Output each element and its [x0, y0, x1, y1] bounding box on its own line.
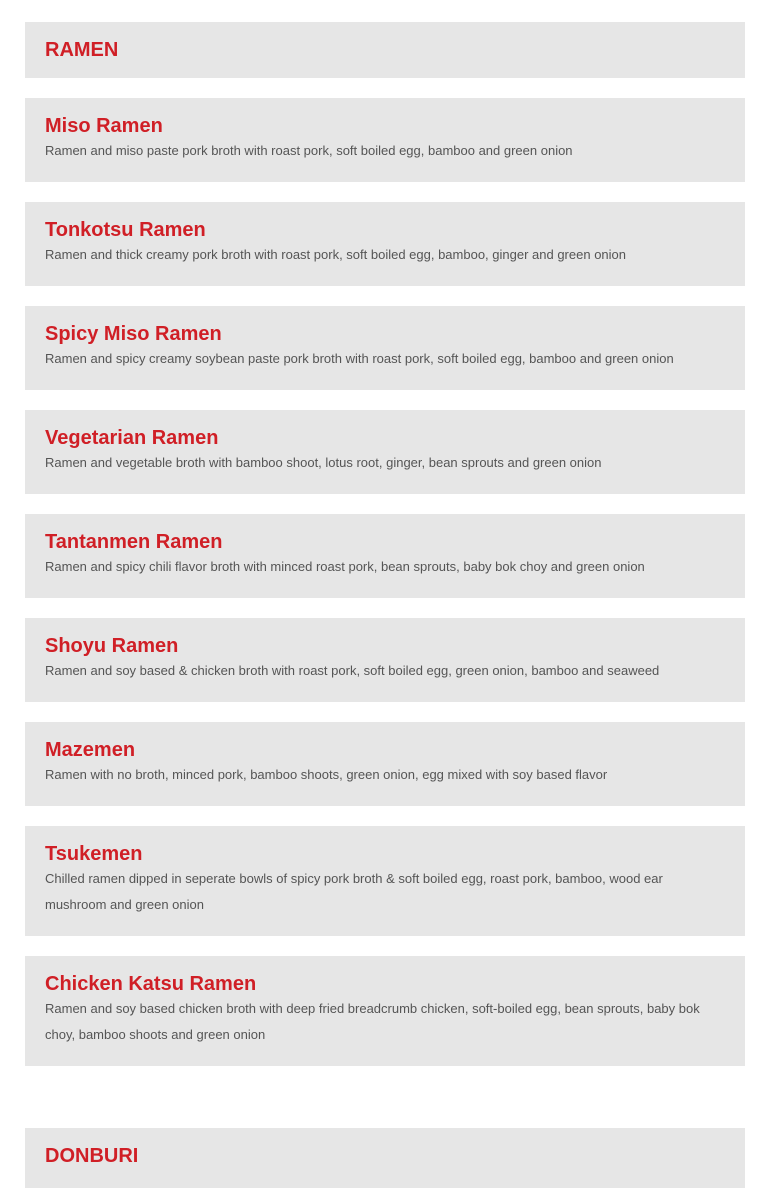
menu-item-description: Ramen and soy based & chicken broth with roast pork, soft boiled egg, green onion, bamboo and seaweed: [45, 663, 660, 678]
menu-item: [25, 514, 745, 598]
menu-item: [25, 410, 745, 494]
menu-item-name: Mazemen: [45, 739, 136, 761]
menu-item: [25, 618, 745, 702]
menu-item: [25, 202, 745, 286]
menu-item-name: Spicy Miso Ramen: [45, 323, 222, 345]
menu-item: [25, 98, 745, 182]
menu-item-name: Vegetarian Ramen: [45, 427, 219, 449]
menu-item-name: Tantanmen Ramen: [45, 531, 223, 553]
menu-item-name: Shoyu Ramen: [45, 635, 179, 657]
menu-item-description: Ramen and miso paste pork broth with roast pork, soft boiled egg, bamboo and green onion: [45, 143, 573, 158]
menu-item-name: Miso Ramen: [45, 115, 163, 137]
menu-item: [25, 306, 745, 390]
menu-item-description: Ramen and spicy creamy soybean paste pork broth with roast pork, soft boiled egg, bamboo and green onion: [45, 351, 674, 366]
menu-item-description: Ramen and soy based chicken broth with deep fried breadcrumb chicken, soft-boiled egg, bean sprouts, baby bok choy, bamboo shoots and green onion: [45, 1001, 700, 1042]
menu-item-name: Tonkotsu Ramen: [45, 219, 206, 241]
menu-item-description: Ramen and vegetable broth with bamboo shoot, lotus root, ginger, bean sprouts and green onion: [45, 455, 602, 470]
menu-item-description: Ramen and spicy chili flavor broth with minced roast pork, bean sprouts, baby bok choy and green onion: [45, 559, 645, 574]
menu-item-description: Chilled ramen dipped in seperate bowls of spicy pork broth & soft boiled egg, roast pork, bamboo, wood ear mushroom and green onion: [45, 871, 663, 912]
menu-item-description: Ramen with no broth, minced pork, bamboo shoots, green onion, egg mixed with soy based flavor: [45, 767, 608, 782]
menu-item: [25, 956, 745, 1066]
menu-item-description: Ramen and thick creamy pork broth with roast pork, soft boiled egg, bamboo, ginger and green onion: [45, 247, 627, 262]
menu-item: [25, 826, 745, 936]
section-header-ramen: [25, 22, 745, 78]
menu-item: [25, 722, 745, 806]
section-header-donburi: [25, 1128, 745, 1188]
section-title: RAMEN: [45, 39, 119, 61]
section-spacer: [0, 1066, 770, 1108]
menu-item-name: Tsukemen: [45, 843, 143, 865]
menu-item-name: Chicken Katsu Ramen: [45, 973, 257, 995]
section-title: DONBURI: [45, 1145, 139, 1167]
